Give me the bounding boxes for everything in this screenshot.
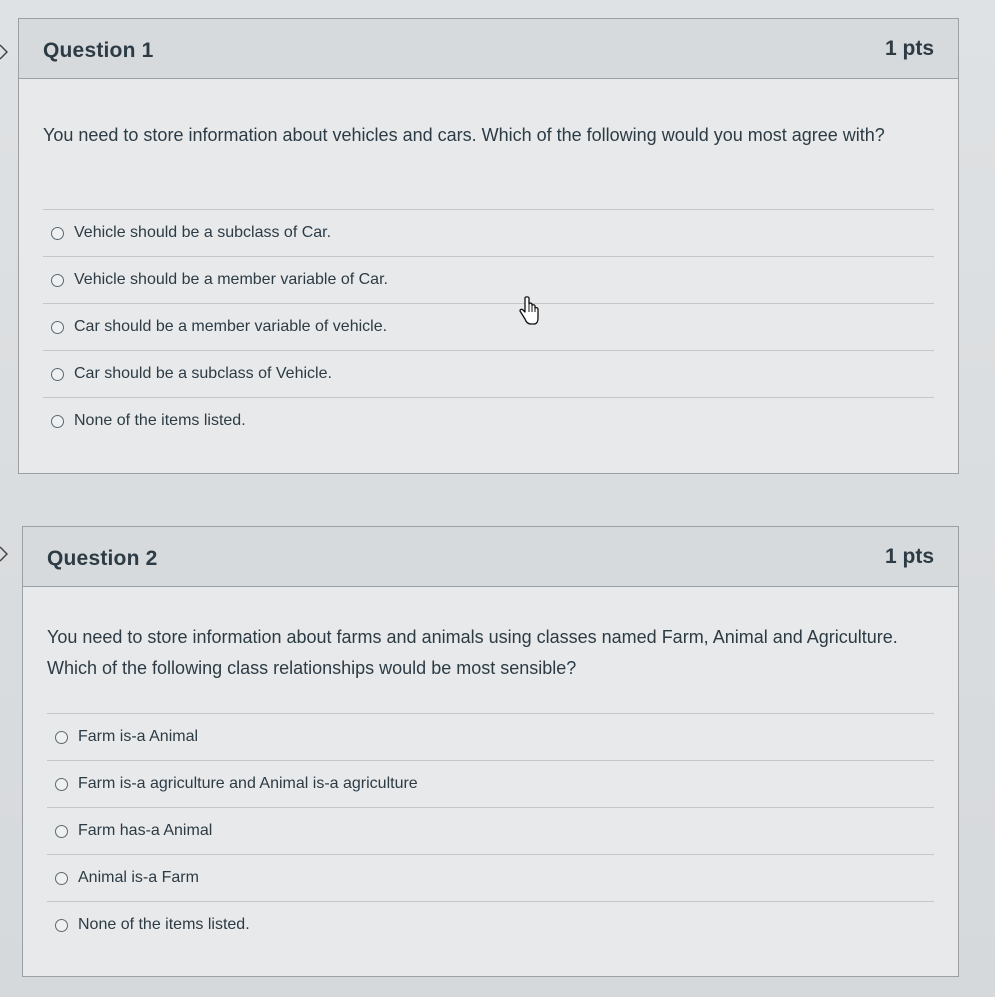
answer-label: Car should be a subclass of Vehicle. — [74, 365, 332, 382]
question-points: 1 pts — [884, 545, 934, 568]
radio-unselected-icon[interactable] — [55, 778, 68, 791]
chevron-right-icon — [0, 44, 8, 60]
answer-option[interactable] — [47, 760, 934, 807]
radio-unselected-icon[interactable] — [55, 872, 68, 885]
answer-label: Farm is-a Animal — [78, 728, 199, 745]
radio-unselected-icon[interactable] — [51, 321, 64, 334]
answer-option[interactable] — [43, 397, 934, 444]
question-text: You need to store information about vehicles and cars. Which of the following would you most agree with? — [43, 125, 885, 145]
answer-label: Car should be a member variable of vehicle. — [74, 318, 388, 335]
answer-option[interactable] — [43, 209, 934, 256]
answer-option[interactable] — [47, 854, 934, 901]
answer-option[interactable] — [47, 807, 934, 854]
question-title: Question 2 — [47, 547, 158, 570]
question-text: You need to store information about farms and animals using classes named Farm, Animal and Agriculture. Which of the following class relationships would be most sensible? — [47, 627, 898, 678]
radio-unselected-icon[interactable] — [55, 731, 68, 744]
answer-label: Farm has-a Animal — [78, 822, 213, 839]
answer-label: None of the items listed. — [78, 916, 250, 933]
radio-unselected-icon[interactable] — [51, 227, 64, 240]
answer-option[interactable] — [43, 303, 934, 350]
question-card-1 — [18, 18, 959, 474]
radio-unselected-icon[interactable] — [55, 825, 68, 838]
answer-label: Animal is-a Farm — [78, 869, 199, 886]
question-points: 1 pts — [884, 37, 934, 60]
answer-list — [47, 713, 934, 948]
hand-pointer-icon — [518, 296, 540, 326]
answer-option[interactable] — [43, 256, 934, 303]
answer-label: Vehicle should be a subclass of Car. — [74, 224, 332, 241]
question-header — [19, 19, 958, 79]
answer-option[interactable] — [47, 713, 934, 760]
answer-label: None of the items listed. — [74, 412, 246, 429]
radio-unselected-icon[interactable] — [51, 274, 64, 287]
question-title: Question 1 — [43, 39, 154, 62]
answer-label: Vehicle should be a member variable of Car. — [74, 271, 388, 288]
question-header — [23, 527, 958, 587]
radio-unselected-icon[interactable] — [55, 919, 68, 932]
answer-label: Farm is-a agriculture and Animal is-a agriculture — [78, 775, 418, 792]
answer-list — [43, 209, 934, 444]
question-card-2 — [22, 526, 959, 977]
radio-unselected-icon[interactable] — [51, 368, 64, 381]
answer-option[interactable] — [47, 901, 934, 948]
chevron-right-icon — [0, 546, 8, 562]
answer-option[interactable] — [43, 350, 934, 397]
radio-unselected-icon[interactable] — [51, 415, 64, 428]
